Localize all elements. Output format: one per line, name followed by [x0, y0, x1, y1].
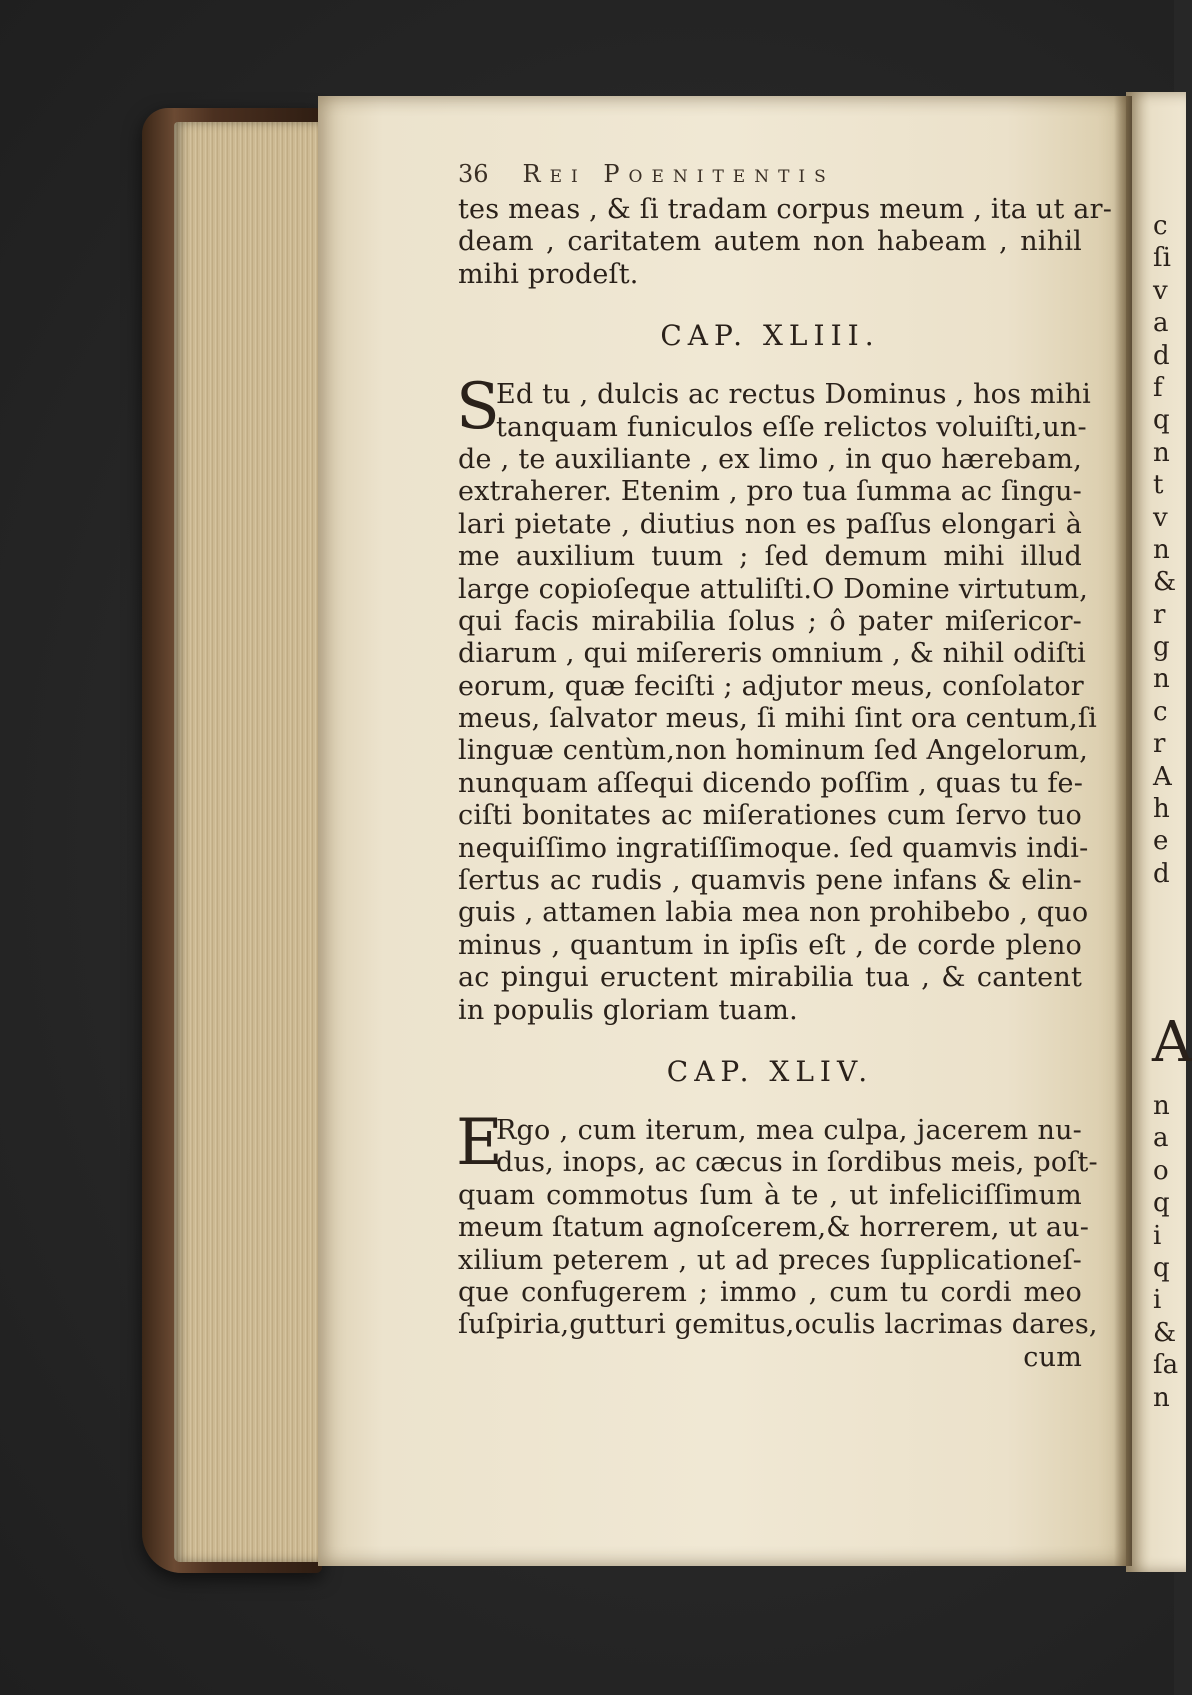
facing-letter: ſa [1153, 1350, 1179, 1381]
text-line: Ed tu , dulcis ac rectus Dominus , hos mihi [496, 379, 1092, 411]
facing-letter: h [1153, 794, 1170, 825]
text-line: Rgo , cum iterum, mea culpa, jacerem nu- [496, 1114, 1082, 1146]
text-line: diarum , qui miſereris omnium , & nihil odiſti [458, 638, 1086, 670]
text-line: deam , caritatem autem non habeam , nihil [458, 226, 1082, 258]
facing-letter: g [1153, 632, 1170, 663]
text-line: ſuſpiria,gutturi gemitus,oculis lacrimas dares, [458, 1309, 1098, 1341]
text-line: tes meas , & ſi tradam corpus meum , ita ut ar- [458, 194, 1113, 225]
text-line: de , te auxiliante , ex limo , in quo hærebam, [458, 443, 1082, 475]
facing-letter: v [1153, 502, 1168, 533]
text-line: que confugerem ; immo , cum tu cordi meo [458, 1276, 1082, 1308]
facing-letter: e [1153, 826, 1169, 857]
facing-letter: A [1153, 761, 1172, 792]
text-line: minus , quantum in ipſis eſt , de corde pleno [458, 929, 1082, 961]
text-line: quam commotus ſum à te , ut infeliciſſimum [458, 1179, 1082, 1211]
text-line: guis , attamen labia mea non prohibebo , quo [458, 897, 1089, 929]
facing-letter: n [1153, 437, 1170, 468]
facing-page-drop-cap: A [1152, 1010, 1192, 1075]
facing-letter: r [1153, 599, 1166, 630]
text-line: large copioſeque attuliſti.O Domine virtutum, [458, 573, 1089, 605]
running-title: Rei Poenitentis [522, 160, 835, 188]
text-line: nequiſſimo ingratiſſimoque. ſed quamvis indi- [458, 832, 1089, 864]
text-line: extraherer. Etenim , pro tua ſumma ac ſingu- [458, 476, 1082, 508]
drop-cap: S [456, 370, 501, 445]
facing-letter: n [1153, 1091, 1170, 1121]
facing-letter: c [1153, 211, 1168, 241]
facing-letter: a [1153, 1123, 1169, 1154]
facing-letter: c [1153, 696, 1168, 727]
facing-letter: ſi [1153, 243, 1171, 274]
text-line: in populis gloriam tuam. [458, 994, 798, 1026]
text-line: ciſti bonitates ac miſerationes cum ſervo tuo [458, 800, 1082, 832]
text-line: linguæ centùm,non hominum ſed Angelorum, [458, 735, 1089, 767]
facing-letter: t [1153, 470, 1164, 501]
facing-letter: f [1153, 372, 1163, 403]
facing-letter: i [1153, 1285, 1162, 1316]
facing-letter: d [1153, 858, 1170, 889]
facing-letter: q [1153, 1252, 1170, 1283]
text-line: qui facis mirabilia ſolus ; ô pater miſericor- [458, 605, 1082, 637]
facing-letter: n [1153, 664, 1170, 695]
drop-cap: E [456, 1105, 503, 1180]
page-edges [174, 122, 322, 1562]
paragraph-2 [456, 370, 1097, 1027]
facing-letter: v [1153, 275, 1168, 306]
chapter-heading-43: CAP. XLIII. [660, 319, 880, 353]
facing-letter: i [1153, 1220, 1162, 1251]
text-line: nunquam aſſequi dicendo poſſim , quas tu fe- [458, 767, 1084, 799]
facing-letter: & [1153, 1317, 1177, 1348]
page-number: 36 [458, 160, 489, 188]
text-line: meus, ſalvator meus, ſi mihi ſint ora centum,ſi [458, 703, 1097, 735]
text-line: dus, inops, ac cæcus in ſordibus meis, poſt- [496, 1147, 1098, 1179]
text-line: mihi prodeſt. [458, 258, 639, 290]
text-line: ac pingui eructent mirabilia tua , & cantent [458, 962, 1082, 994]
book-gutter [1114, 96, 1132, 1566]
page-text [456, 160, 1113, 1374]
text-line: tanquam funiculos eſſe relictos voluiſti,un- [496, 411, 1087, 443]
facing-letter: o [1153, 1155, 1169, 1186]
text-line: me auxilium tuum ; ſed demum mihi illud [458, 541, 1082, 573]
catchword: cum [1023, 1341, 1082, 1373]
paragraph-3 [456, 1105, 1098, 1374]
facing-page-fragment-2 [1153, 1090, 1179, 1414]
facing-letter: n [1153, 1382, 1170, 1413]
text-line: ſertus ac rudis , quamvis pene infans & elin- [458, 865, 1082, 897]
facing-letter: d [1153, 340, 1170, 371]
running-head [458, 160, 1082, 194]
facing-letter: r [1153, 729, 1166, 760]
paragraph-1 [458, 194, 1113, 291]
facing-letter: n [1153, 534, 1170, 565]
text-line: eorum, quæ feciſti ; adjutor meus, conſolator [458, 670, 1084, 702]
facing-letter: & [1153, 567, 1177, 598]
chapter-heading-44: CAP. XLIV. [666, 1054, 874, 1088]
facing-letter: q [1153, 405, 1170, 436]
facing-letter: q [1153, 1188, 1170, 1219]
text-line: xilium peterem , ut ad preces ſupplicationeſ- [458, 1244, 1082, 1276]
text-line: meum ſtatum agnoſcerem,& horrerem, ut au- [458, 1212, 1090, 1244]
text-line: lari pietate , diutius non es paſſus elongari à [458, 508, 1082, 540]
facing-page-fragment [1153, 210, 1175, 890]
facing-letter: a [1153, 308, 1169, 339]
